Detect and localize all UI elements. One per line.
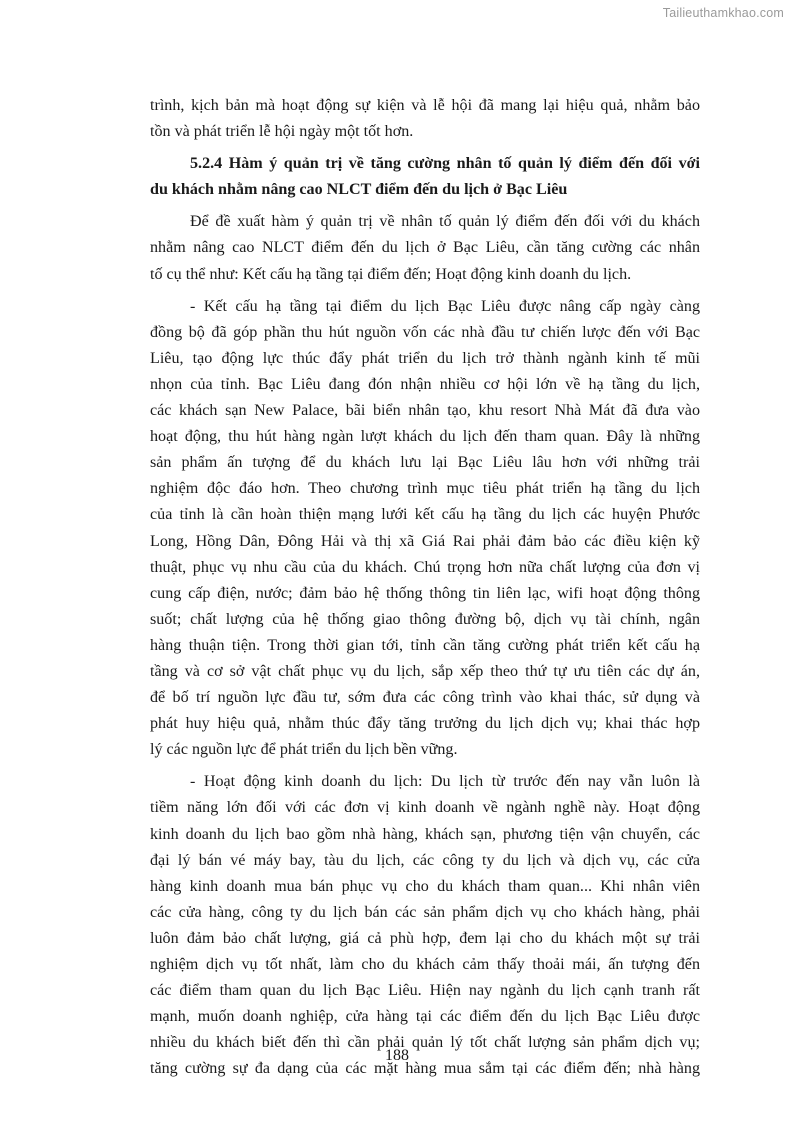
text-line: nhằm nâng cao NLCT điểm đến du lịch ở Bạc Liêu, cần tăng cường các nhân xyxy=(150,239,700,257)
paragraph-business xyxy=(150,769,700,1082)
text-line: Liêu, tạo động lực thúc đẩy phát triển du lịch trở thành ngành kinh tế mũi xyxy=(150,349,700,367)
heading-line: du khách nhằm nâng cao NLCT điểm đến du lịch ở Bạc Liêu xyxy=(150,181,568,199)
text-line: thuật, phục vụ nhu cầu của du khách. Chú trọng hơn nữa chất lượng của đơn vị xyxy=(150,558,700,576)
text-line: nghiệm dịch vụ tốt nhất, làm cho du khách cảm thấy thoải mái, ấn tượng đến xyxy=(150,956,700,973)
paragraph-infrastructure xyxy=(150,294,700,764)
text-line: tố cụ thể như: Kết cấu hạ tầng tại điểm đến; Hoạt động kinh doanh du lịch. xyxy=(150,265,632,283)
text-line: - Kết cấu hạ tầng tại điểm du lịch Bạc Liêu được nâng cấp ngày càng xyxy=(190,297,700,315)
text-line: sản phẩm ấn tượng để du khách lưu lại Bạc Liêu lâu hơn với những trải xyxy=(150,454,700,472)
text-line: đại lý bán vé máy bay, tàu du lịch, các công ty du lịch và dịch vụ, các cửa xyxy=(150,851,700,869)
document-body xyxy=(150,93,700,1082)
watermark: Tailieuthamkhao.com xyxy=(662,6,784,20)
text-line: các khách sạn New Palace, bãi biển nhân tạo, khu resort Nhà Mát đã đưa vào xyxy=(150,402,700,420)
text-line: tầng và cơ sở vật chất phục vụ du lịch, sắp xếp theo thứ tự ưu tiên các dự án, xyxy=(150,662,700,680)
text-line: hoạt động, thu hút hàng ngàn lượt khách du lịch đến tham quan. Đây là những xyxy=(150,428,700,446)
text-line: luôn đảm bảo chất lượng, giá cả phù hợp, đem lại cho du khách một sự trải xyxy=(150,929,700,947)
text-line: của tỉnh là cần hoàn thiện mạng lưới kết cấu hạ tầng du lịch các huyện Phước xyxy=(150,506,700,524)
text-line: trình, kịch bản mà hoạt động sự kiện và lễ hội đã mang lại hiệu quả, nhằm bảo xyxy=(150,97,700,114)
text-line: nhọn của tỉnh. Bạc Liêu đang đón nhận nhiều cơ hội lớn về hạ tầng du lịch, xyxy=(150,375,700,393)
text-line: các cửa hàng, công ty du lịch bán các sản phẩm dịch vụ cho khách hàng, phải xyxy=(150,903,700,921)
text-line: để bố trí nguồn lực đầu tư, sớm đưa các công trình vào khai thác, sử dụng và xyxy=(150,689,700,707)
text-line: các điểm tham quan du lịch Bạc Liêu. Hiện nay ngành du lịch cạnh tranh rất xyxy=(150,982,700,1000)
text-line: suốt; chất lượng của hệ thống giao thông đường bộ, dịch vụ tài chính, ngân xyxy=(150,610,700,628)
text-line: tồn và phát triển lễ hội ngày một tốt hơn. xyxy=(150,123,414,141)
text-line: mạnh, muốn doanh nghiệp, cửa hàng tại các điểm đến du lịch Bạc Liêu được xyxy=(150,1008,700,1026)
heading-line: 5.2.4 Hàm ý quản trị về tăng cường nhân tố quản lý điểm đến đối với xyxy=(190,155,700,173)
text-line: lý các nguồn lực để phát triển du lịch bền vững. xyxy=(150,741,458,759)
paragraph-continuation xyxy=(150,93,700,145)
text-line: kinh doanh du lịch bao gồm nhà hàng, khách sạn, phương tiện vận chuyển, các xyxy=(150,825,700,843)
paragraph-intro xyxy=(150,209,700,287)
text-line: tăng cường sự đa dạng của các mặt hàng mua sắm tại các điểm đến; nhà hàng xyxy=(150,1060,700,1078)
text-line: đồng bộ đã góp phần thu hút nguồn vốn các nhà đầu tư chiến lược đến với Bạc xyxy=(150,323,700,341)
text-line: Để đề xuất hàm ý quản trị về nhân tố quản lý điểm đến đối với du khách xyxy=(190,213,700,231)
text-line: hàng thuận tiện. Trong thời gian tới, tỉnh cần tăng cường phát triển kết cấu hạ xyxy=(150,636,700,654)
text-line: nhiều du khách biết đến thì cần phải quản lý tốt chất lượng sản phẩm dịch vụ; xyxy=(150,1034,700,1052)
text-line: Long, Hồng Dân, Đông Hải và thị xã Giá Rai phải đảm bảo các điều kiện kỹ xyxy=(150,532,700,550)
text-line: nghiệm độc đáo hơn. Theo chương trình mục tiêu phát triển hạ tầng du lịch xyxy=(150,480,700,498)
text-line: cung cấp điện, nước; đảm bảo hệ thống thông tin liên lạc, wifi hoạt động thông xyxy=(150,584,700,602)
text-line: - Hoạt động kinh doanh du lịch: Du lịch từ trước đến nay vẫn luôn là xyxy=(190,773,700,791)
text-line: tiềm năng lớn đối với các đơn vị kinh doanh về ngành nghề này. Hoạt động xyxy=(150,799,700,817)
text-line: hàng kinh doanh mua bán phục vụ cho du khách tham quan... Khi nhân viên xyxy=(150,877,700,895)
text-line: phát huy hiệu quả, nhằm thúc đẩy tăng trưởng du lịch dịch vụ; khai thác hợp xyxy=(150,715,700,733)
page-number: 188 xyxy=(385,1047,409,1064)
section-heading xyxy=(150,151,700,203)
